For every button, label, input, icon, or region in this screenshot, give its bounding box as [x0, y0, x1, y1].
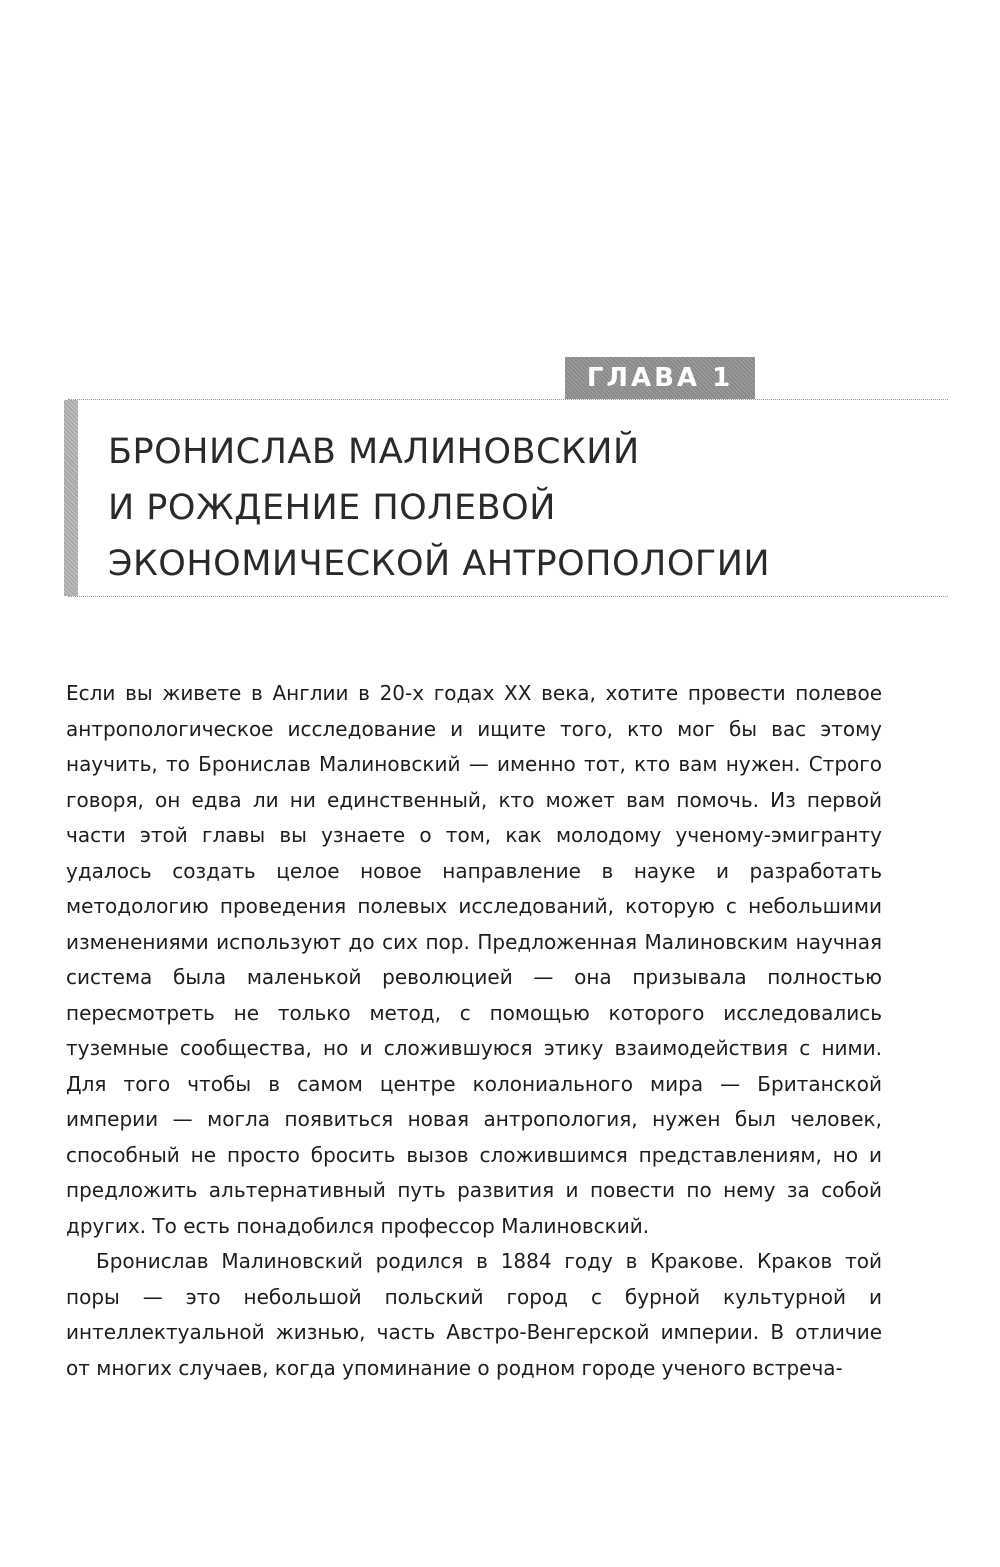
chapter-title-line-3: ЭКОНОМИЧЕСКОЙ АНТРОПОЛОГИИ	[108, 544, 771, 584]
chapter-title	[108, 424, 948, 592]
chapter-title-line-2: И РОЖДЕНИЕ ПОЛЕВОЙ	[108, 488, 556, 528]
paragraph-1: Если вы живете в Англии в 20-х годах XX века, хотите провести полевое антропологическое исследование и ищите того, кто мог бы вас этому научить, то Бронислав Малиновский — именно тот, кто вам нужен. Строго говоря, он едва ли ни единственный, кто может вам помочь. Из первой части этой главы вы узнаете о том, как молодому ученому-эмигранту удалось создать целое новое направление в науке и разработать методологию проведения полевых исследований, которую с небольшими изменениями используют до сих пор. Предложенная Малиновским научная система была маленькой революцией — она призывала полностью пересмотреть не только метод, с помощью которого исследовались туземные сообщества, но и сложившуюся этику взаимодействия с ними. Для того чтобы в самом центре колониального мира — Британской империи — могла появиться новая антропология, нужен был человек, способный не просто бросить вызов сложившимся представлениям, но и предложить альтернативный путь развития и повести по нему за собой других. То есть понадобился профессор Малиновский.	[66, 681, 882, 1238]
chapter-title-line-1: БРОНИСЛАВ МАЛИНОВСКИЙ	[108, 432, 640, 472]
chapter-label: ГЛАВА 1	[565, 357, 755, 399]
title-side-bar	[64, 400, 78, 596]
body-text	[66, 676, 882, 1386]
paragraph-2: Бронислав Малиновский родился в 1884 году в Кракове. Краков той поры — это небольшой польский город с бурной культурной и интеллектуальной жизнью, часть Австро-Венгерской империи. В отличие от многих случаев, когда упоминание о родном городе ученого встреча-	[66, 1249, 882, 1380]
title-top-rule	[68, 399, 948, 400]
title-bottom-rule	[68, 596, 948, 597]
